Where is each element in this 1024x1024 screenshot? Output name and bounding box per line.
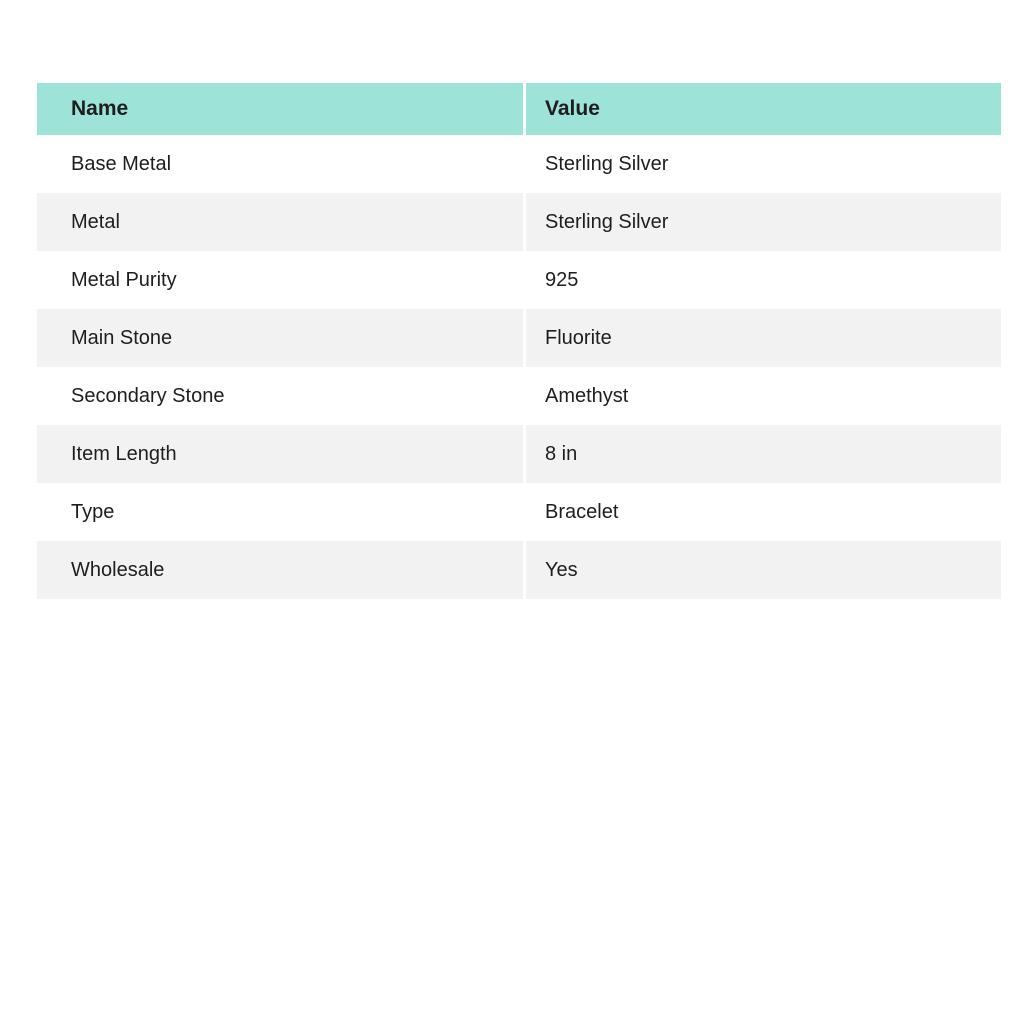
attribute-value-cell: Amethyst xyxy=(526,367,1001,425)
attribute-value-cell: Fluorite xyxy=(526,309,1001,367)
product-attributes-table xyxy=(37,83,1001,599)
table-header-row xyxy=(37,83,1001,135)
table-row xyxy=(37,367,1001,425)
attribute-value-cell: 925 xyxy=(526,251,1001,309)
attribute-name-cell: Metal xyxy=(37,193,523,251)
header-cell-value: Value xyxy=(526,83,1001,135)
attribute-name-cell: Base Metal xyxy=(37,135,523,193)
table-body xyxy=(37,135,1001,599)
attribute-name-cell: Type xyxy=(37,483,523,541)
attribute-value-cell: Bracelet xyxy=(526,483,1001,541)
header-cell-name: Name xyxy=(37,83,523,135)
table-row xyxy=(37,193,1001,251)
attribute-value-cell: Sterling Silver xyxy=(526,193,1001,251)
attribute-name-cell: Main Stone xyxy=(37,309,523,367)
attribute-name-cell: Metal Purity xyxy=(37,251,523,309)
attribute-value-cell: Sterling Silver xyxy=(526,135,1001,193)
table-row xyxy=(37,309,1001,367)
attribute-value-cell: 8 in xyxy=(526,425,1001,483)
table-row xyxy=(37,135,1001,193)
table-row xyxy=(37,425,1001,483)
attribute-name-cell: Secondary Stone xyxy=(37,367,523,425)
table-row xyxy=(37,483,1001,541)
table-row xyxy=(37,251,1001,309)
attribute-name-cell: Wholesale xyxy=(37,541,523,599)
table-row xyxy=(37,541,1001,599)
attribute-name-cell: Item Length xyxy=(37,425,523,483)
attribute-value-cell: Yes xyxy=(526,541,1001,599)
